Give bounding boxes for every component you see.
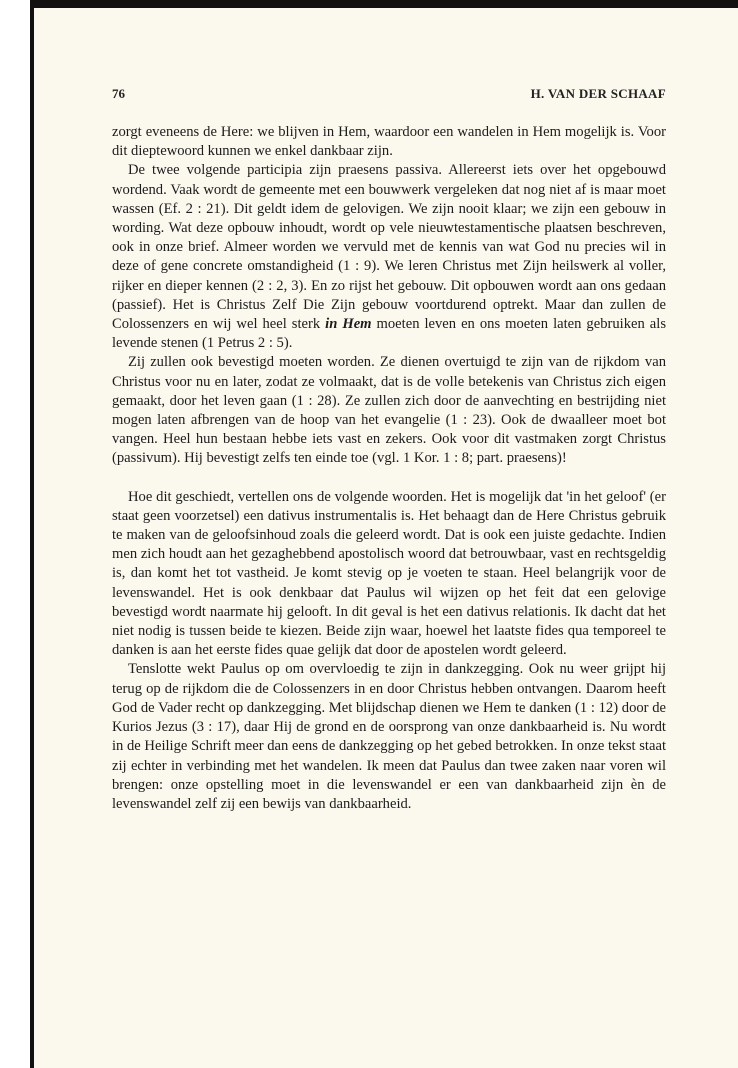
- page-number: 76: [112, 86, 125, 101]
- paragraph-3: [112, 353, 666, 468]
- paragraph-4: [112, 488, 666, 661]
- paragraph-1: [112, 123, 666, 161]
- running-head-author: H. VAN DER SCHAAF: [530, 86, 666, 101]
- paragraph-text: zorgt eveneens de Here: we blijven in Hem, waardoor een wandelen in Hem mogelijk is. Voor dit dieptewoord kunnen we enkel dankbaar zijn.: [112, 124, 666, 160]
- paragraph-2: [112, 161, 666, 353]
- paragraph-text: Tenslotte wekt Paulus op om overvloedig te zijn in dankzegging. Ook nu weer grijpt hij terug op de rijkdom die de Colossenzers in en door Christus hebben ontvangen. Daarom heeft God de Vader recht op dankzegging. Met blijdschap dienen we Hem te danken (1 : 12) door de Kurios Jezus (3 : 17), daar Hij de grond en de oorsprong van onze dankbaarheid is. Nu wordt in de Heilige Schrift meer dan eens de dankzegging op het gebed betrokken. In onze tekst staat zij echter in verbinding met het wandelen. Ik meen dat Paulus dan twee zaken naar voren wil brengen: onze opstelling moet in die levenswandel er een van dankbaarheid zijn èn de levenswandel zelf zij een bewijs van dankbaarheid.: [112, 661, 666, 812]
- paragraph-text: Zij zullen ook bevestigd moeten worden. Ze dienen overtuigd te zijn van de rijkdom van Christus voor nu en later, zodat ze volmaakt, dat is de volle betekenis van Christus zich eigen gemaakt, door het leven gaan (1 : 28). Ze zullen zich door de aanvechting en bestrijding niet mogen laten afbrengen van de hoop van het evangelie (1 : 23). Ook de dwaalleer moet bot vangen. Heel hun bestaan hebbe iets vast en zekers. Ook voor dit vastmaken zorgt Christus (passivum). Hij bevestigt zelfs ten einde toe (vgl. 1 Kor. 1 : 8; part. praesens)!: [112, 354, 666, 467]
- paragraph-5: [112, 660, 666, 814]
- emphasis-in-hem: in Hem: [325, 316, 372, 333]
- paragraph-text-after: moeten leven en ons moeten laten gebruiken als levende stenen (1 Petrus 2 : 5).: [112, 316, 666, 352]
- paragraph-text: De twee volgende participia zijn praesens passiva. Allereerst iets over het opgebouwd wordend. Vaak wordt de gemeente met een bouwwerk vergeleken dat nog niet af is maar moet wassen (Ef. 2 : 21). Dit geldt idem de gelovigen. We zijn nooit klaar; we zijn een gebouw in wording. Wat deze opbouw inhoudt, wordt op vele nieuwtestamentische plaatsen beschreven, ook in onze brief. Almeer worden we vervuld met de kennis van wat God nu precies wil in deze of gene concrete omstandigheid (1 : 9). We leren Christus met Zijn heilswerk al voller, rijker en dieper kennen (2 : 2, 3). En zo rijst het gebouw. Dit opbouwen wordt aan ons gedaan (passief). Het is Christus Zelf Die Zijn gebouw voortdurend optrekt. Maar dan zullen de Colossenzers en wij wel heel sterk: [112, 162, 666, 333]
- body-text: [112, 123, 666, 814]
- scan-border-top: [30, 0, 738, 8]
- paragraph-text: Hoe dit geschiedt, vertellen ons de volgende woorden. Het is mogelijk dat 'in het geloof' (er staat geen voorzetsel) een dativus instrumentalis is. Het behaagt dan de Here Christus gebruik te maken van de geloofsinhoud zoals die geleerd wordt. Dat is ook een juiste gedachte. Indien men zich houdt aan het gezaghebbend apostolisch woord dat betrouwbaar, vast en rechtsgeldig is, dan komt het tot vastheid. Je komt stevig op je voeten te staan. Heel belangrijk voor de levenswandel. Het is ook denkbaar dat Paulus wil wijzen op het feit dat een gelovige bevestigd wordt naarmate hij gelooft. In dit geval is het een dativus relationis. Ik dacht dat het niet nodig is tussen beide te kiezen. Beide zijn waar, hoewel het laatste fides qua temporeel te danken is aan het eerste fides quae gelijk dat door de apostelen wordt geleerd.: [112, 488, 666, 659]
